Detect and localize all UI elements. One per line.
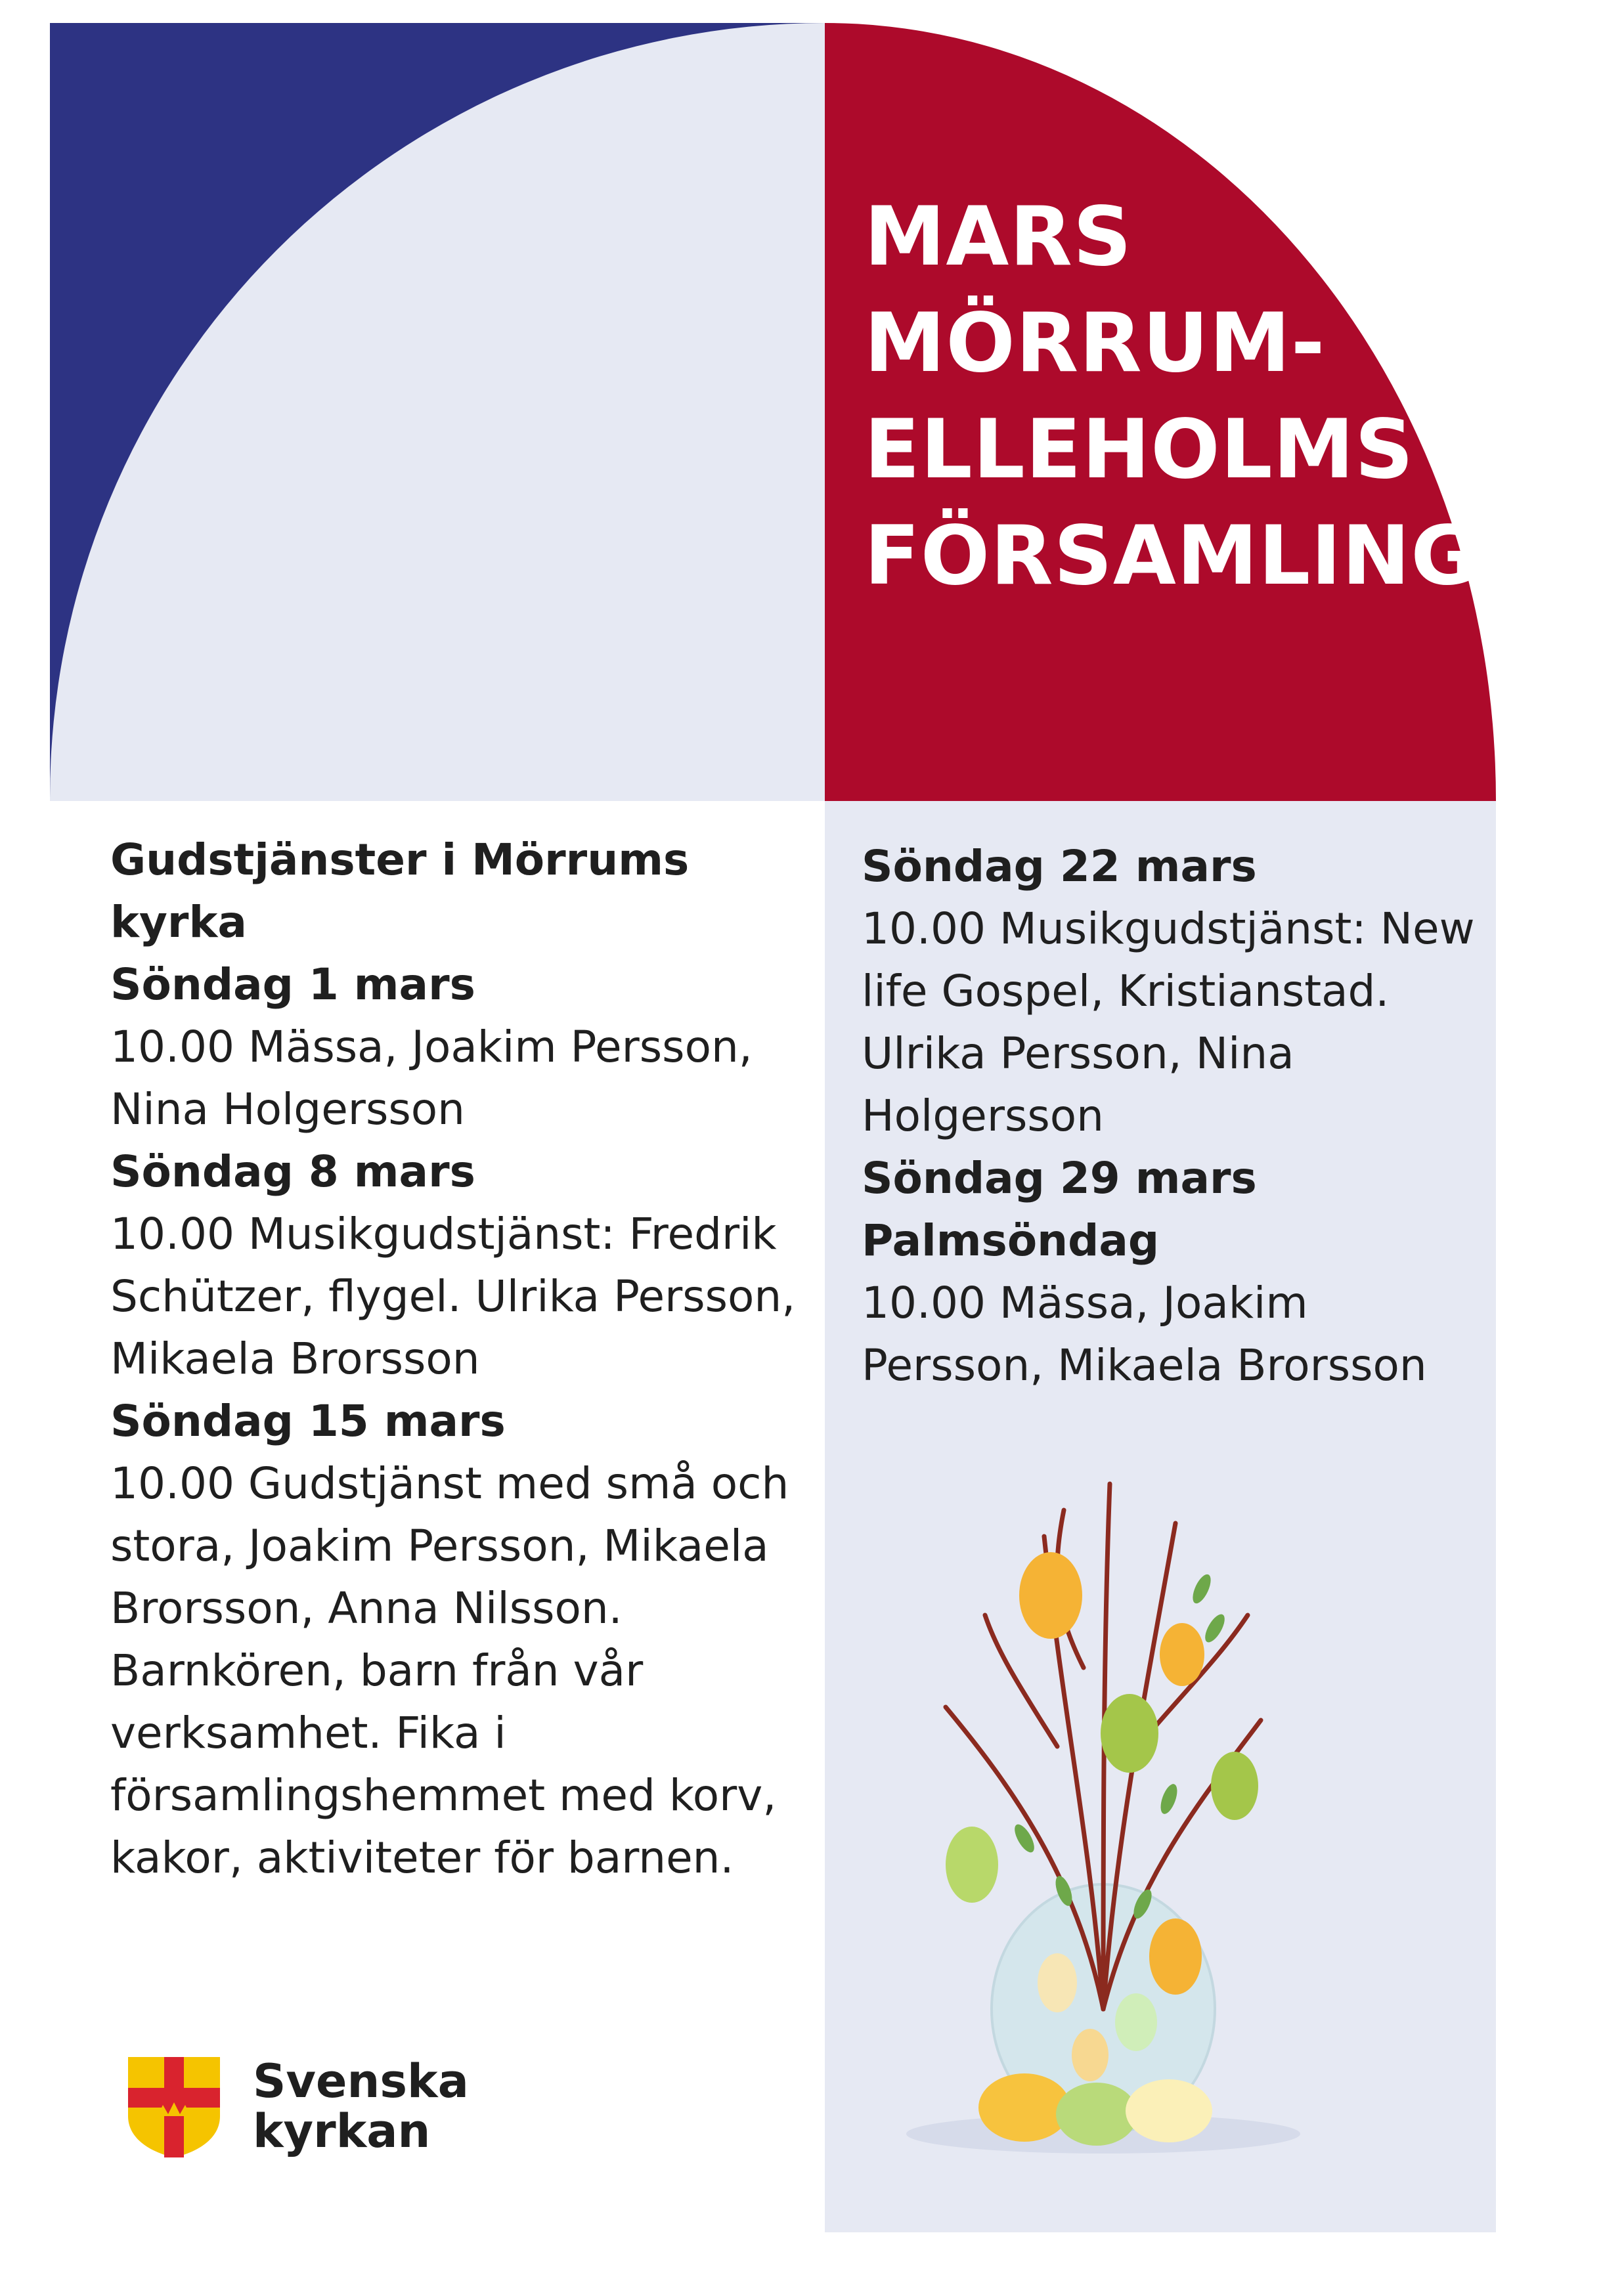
event-date: Söndag 29 mars [862,1153,1257,1203]
navy-corner-panel [50,23,825,801]
svenska-kyrkan-logo [125,2054,493,2165]
event-text: 10.00 Gudstjänst med små och stora, Joakim Persson, Mikaela Brorsson, Anna Nilsson. Barnkören, barn från vår verksamhet. Fika i församlingshemmet med korv, kakor, aktiviteter för barnen. [110,1458,789,1883]
right-column [862,835,1485,1397]
event-text: 10.00 Mässa, Joakim Persson, Nina Holgersson [110,1022,753,1135]
title-line: MARS [864,190,1133,284]
event-date: Söndag 8 mars [110,1146,475,1197]
title-line: ELLEHOLMS [864,402,1415,497]
logo-line: Svenska [253,2054,469,2108]
logo-text [253,2056,469,2156]
section-heading: Gudstjänster i Mörrums kyrka [110,834,690,947]
title-line: FÖRSAMLING [864,509,1478,603]
easter-branches-illustration [893,1379,1313,2167]
page-title [864,184,1481,609]
event-date: Söndag 15 mars [110,1396,506,1446]
event-date: Söndag 22 mars [862,841,1257,892]
left-column [110,829,820,1889]
event-text: 10.00 Musikgudstjänst: New life Gospel, Kristianstad. Ulrika Persson, Nina Holgersson [862,903,1475,1141]
logo-line: kyrkan [253,2104,431,2158]
pale-quarter-circle [50,23,825,801]
event-text: 10.00 Musikgudstjänst: Fredrik Schützer, flygel. Ulrika Persson, Mikaela Brorsson [110,1209,796,1384]
event-text: 10.00 Mässa, Joakim Persson, Mikaela Brorsson [862,1278,1427,1391]
title-line: MÖRRUM- [864,296,1326,391]
event-date: Söndag 1 mars [110,959,475,1010]
church-shield-icon [125,2054,223,2159]
event-subtitle: Palmsöndag [862,1215,1160,1266]
